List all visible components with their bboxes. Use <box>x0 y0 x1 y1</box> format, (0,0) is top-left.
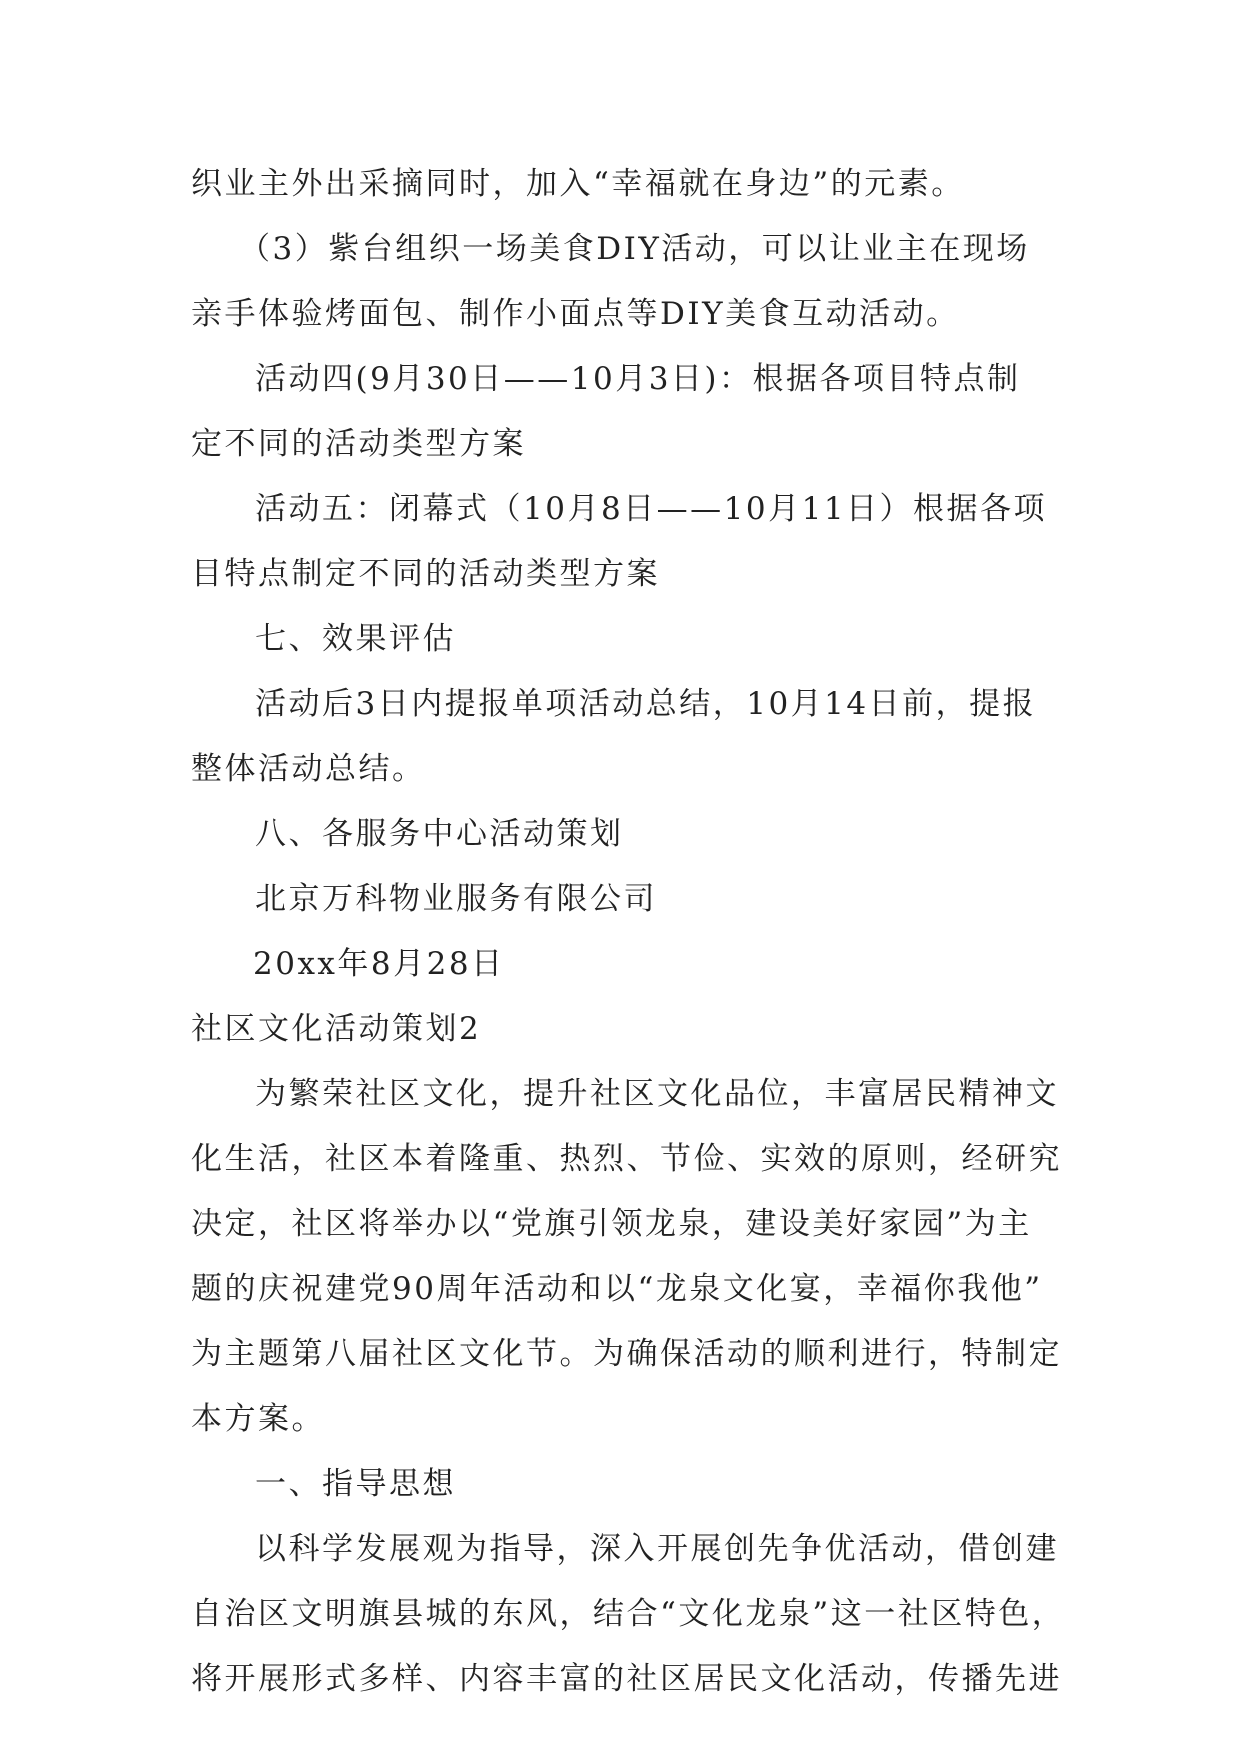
company-name: 北京万科物业服务有限公司 <box>255 881 657 917</box>
text-line: 活动四(9月30日——10月3日)：根据各项目特点制 <box>255 361 1021 397</box>
text-line: 目特点制定不同的活动类型方案 <box>191 556 660 592</box>
document-title: 社区文化活动策划2 <box>191 1011 482 1047</box>
text-line: 化生活，社区本着隆重、热烈、节俭、实效的原则，经研究 <box>191 1141 1062 1177</box>
text-line: 将开展形式多样、内容丰富的社区居民文化活动，传播先进 <box>191 1661 1062 1697</box>
document-date: 20xx年8月28日 <box>253 946 505 982</box>
text-line: 题的庆祝建党90周年活动和以“龙泉文化宴，幸福你我他” <box>191 1271 1043 1307</box>
text-line: 织业主外出采摘同时，加入“幸福就在身边”的元素。 <box>191 166 965 202</box>
section-heading: 一、指导思想 <box>255 1466 456 1502</box>
text-line: 为繁荣社区文化，提升社区文化品位，丰富居民精神文 <box>255 1076 1059 1112</box>
text-line: 决定，社区将举办以“党旗引领龙泉，建设美好家园”为主 <box>191 1206 1032 1242</box>
text-line: 本方案。 <box>191 1401 325 1437</box>
section-heading: 七、效果评估 <box>255 621 456 657</box>
document-body <box>191 152 1066 1712</box>
text-line: 自治区文明旗县城的东风，结合“文化龙泉”这一社区特色， <box>191 1596 1066 1632</box>
text-line: （3）紫台组织一场美食DIY活动，可以让业主在现场 <box>239 231 1030 267</box>
text-line: 为主题第八届社区文化节。为确保活动的顺利进行，特制定 <box>191 1336 1062 1372</box>
text-line: 以科学发展观为指导，深入开展创先争优活动，借创建 <box>255 1531 1059 1567</box>
text-line: 活动五：闭幕式（10月8日——10月11日）根据各项 <box>255 491 1048 527</box>
text-line: 活动后3日内提报单项活动总结，10月14日前，提报 <box>255 686 1037 722</box>
section-heading: 八、各服务中心活动策划 <box>255 816 624 852</box>
text-line: 定不同的活动类型方案 <box>191 426 526 462</box>
text-line: 整体活动总结。 <box>191 751 426 787</box>
text-line: 亲手体验烤面包、制作小面点等DIY美食互动活动。 <box>191 296 960 332</box>
